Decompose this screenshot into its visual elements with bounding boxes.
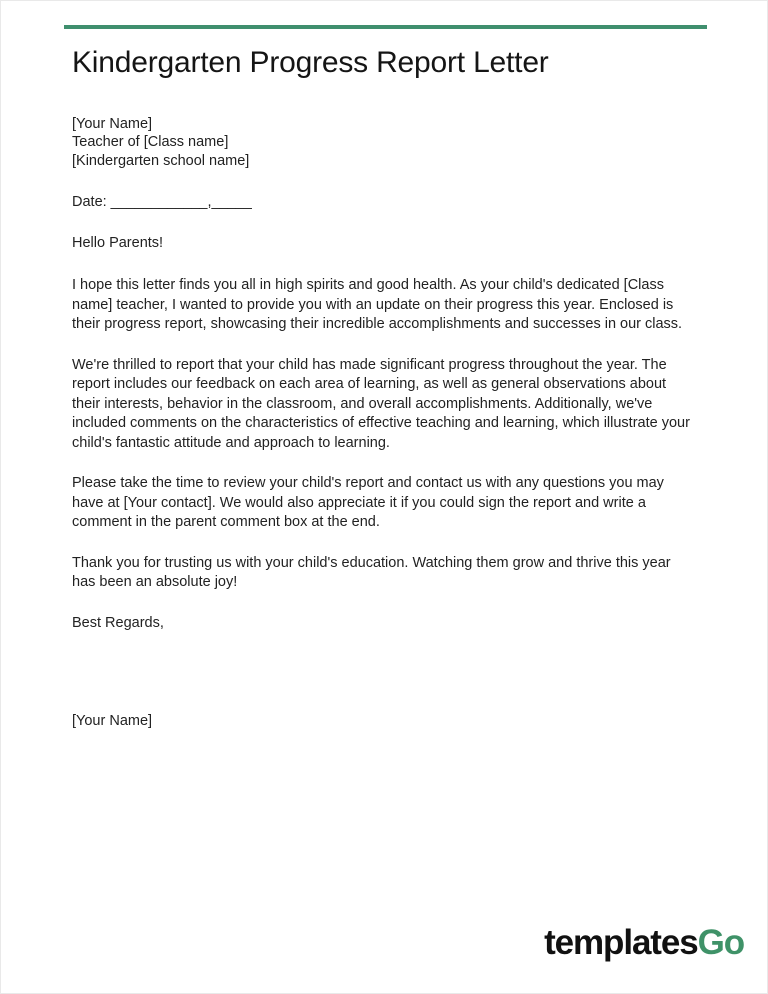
sender-line-name: [Your Name] xyxy=(72,115,153,132)
brand-name-primary: templates xyxy=(544,923,698,962)
letter-body xyxy=(72,46,694,732)
header-accent-rule xyxy=(64,25,707,29)
templatesgo-logo xyxy=(544,925,744,960)
body-paragraph-2: We're thrilled to report that your child has made significant progress throughout the year. The report includes our feedback on each area of learning, as well as general observations about their interests, behavior in the classroom, and overall accomplishments. Additionally, we've included comments on the characteristics of effective teaching and learning, which illustrate your child's fantastic attitude and approach to learning. xyxy=(72,356,690,451)
sender-line-school: [Kindergarten school name] xyxy=(72,152,250,169)
brand-name-accent: Go xyxy=(697,923,744,962)
page-title: Kindergarten Progress Report Letter xyxy=(72,46,549,79)
salutation: Hello Parents! xyxy=(72,234,164,251)
sender-block xyxy=(72,115,694,171)
sender-line-role: Teacher of [Class name] xyxy=(72,134,229,150)
closing-salutation: Best Regards, xyxy=(72,614,164,631)
body-paragraph-1: I hope this letter finds you all in high spirits and good health. As your child's dedicated [Class name] teacher, I wanted to provide you with an update on their progress this year. Enclosed is their progress report, showcasing their incredible accomplishments and successes in our class. xyxy=(72,277,683,332)
body-paragraph-4: Thank you for trusting us with your child's education. Watching them grow and thrive this year has been an absolute joy! xyxy=(72,554,671,590)
body-paragraph-3: Please take the time to review your child's report and contact us with any questions you may have at [Your contact]. We would also appreciate it if you could sign the report and write a comment in the parent comment box at the end. xyxy=(72,475,664,530)
signature-name: [Your Name] xyxy=(72,713,153,729)
date-field[interactable]: Date: ____________,_____ xyxy=(72,194,252,210)
